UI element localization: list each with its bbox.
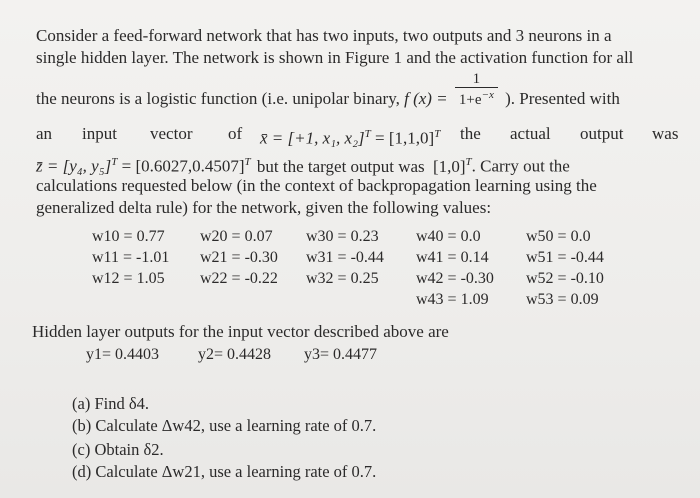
paragraph-line-1: Consider a feed-forward network that has two inputs, two outputs and 3 neurons in a <box>36 26 612 45</box>
weights-column-3: w30 = 0.23 w31 = -0.44 w32 = 0.25 <box>306 228 384 287</box>
activation-fraction: $\frac{1}{1+e^{-x}}$ <box>455 72 498 108</box>
paragraph-line-3: the neurons is a logistic function (i.e. unipolar binary, f (x) = $\frac{1}{1+e^{-x}}$ ). Presented with <box>36 71 620 108</box>
hidden-output-y3: y3= 0.4477 <box>304 346 378 363</box>
question-a: (a) Find δ4. <box>72 394 149 413</box>
weights-column-2: w20 = 0.07 w21 = -0.30 w22 = -0.22 <box>200 228 278 287</box>
weights-column-4: w40 = 0.0 w41 = 0.14 w42 = -0.30 w43 = 1.09 <box>416 228 494 308</box>
hidden-outputs-heading: Hidden layer outputs for the input vector described above are <box>32 322 449 341</box>
question-c: (c) Obtain δ2. <box>72 440 164 459</box>
question-d: (d) Calculate Δw21, use a learning rate of 0.7. <box>72 462 377 481</box>
hidden-output-y2: y2= 0.4428 <box>198 346 272 363</box>
hidden-output-y1: y1= 0.4403 <box>86 346 160 363</box>
paragraph-line-2: single hidden layer. The network is shown in Figure 1 and the activation function for all <box>36 48 634 67</box>
document-page: Consider a feed-forward network that has two inputs, two outputs and 3 neurons in a single hidden layer. The network is shown in Figure 1 and the activation function for all the neurons is a logistic function (i.e. unipolar binary, f (x) = $\frac{1}{1+e^{-x}}$ ). Presented with an input vector of x̄ = [+1, x₁, $x_2]^T = [1,1,0]^T$ the actual output was z̄ = [y₄, $y_5]^T = [0.6027,0.4507]^T$ but the target output was $[1,0]^T$. Carry out the calculations requested below (in the context of backpropagation learning using the generalized delta rule) for the network, given the following values: w10 = 0.77 w11 = -1.01 w12 = 1.05 w20 = 0.07 w21 = -0.30 w22 = -0.22 w30 = 0.23 w31 = -0.44 w32 = 0.25 w40 = 0.0 w41 = 0.14 w42 = -0.30 w43 = 1.09 w50 = 0.0 w51 = -0.44 w52 = -0.10 w53 = 0.09 Hidden layer outputs for the input vector described above are y1= 0.4403 y2= 0.4428 y3= 0.4477 (a) Find δ4. (b) Calculate Δw42, use a learning rate of 0.7. (c) Obtain δ2. (d) Calculate Δw21, use a learning rate of 0.7. <box>0 0 700 498</box>
paragraph-line-5: z̄ = [y₄, $y_5]^T = [0.6027,0.4507]^T$ but the target output was $[1,0]^T$. Carry out the <box>36 156 570 176</box>
weights-column-1: w10 = 0.77 w11 = -1.01 w12 = 1.05 <box>92 228 170 287</box>
question-b: (b) Calculate Δw42, use a learning rate of 0.7. <box>72 416 377 435</box>
weights-column-5: w50 = 0.0 w51 = -0.44 w52 = -0.10 w53 = 0.09 <box>526 228 604 308</box>
paragraph-line-6: calculations requested below (in the context of backpropagation learning using the <box>36 176 597 195</box>
paragraph-line-7: generalized delta rule) for the network, given the following values: <box>36 198 492 217</box>
